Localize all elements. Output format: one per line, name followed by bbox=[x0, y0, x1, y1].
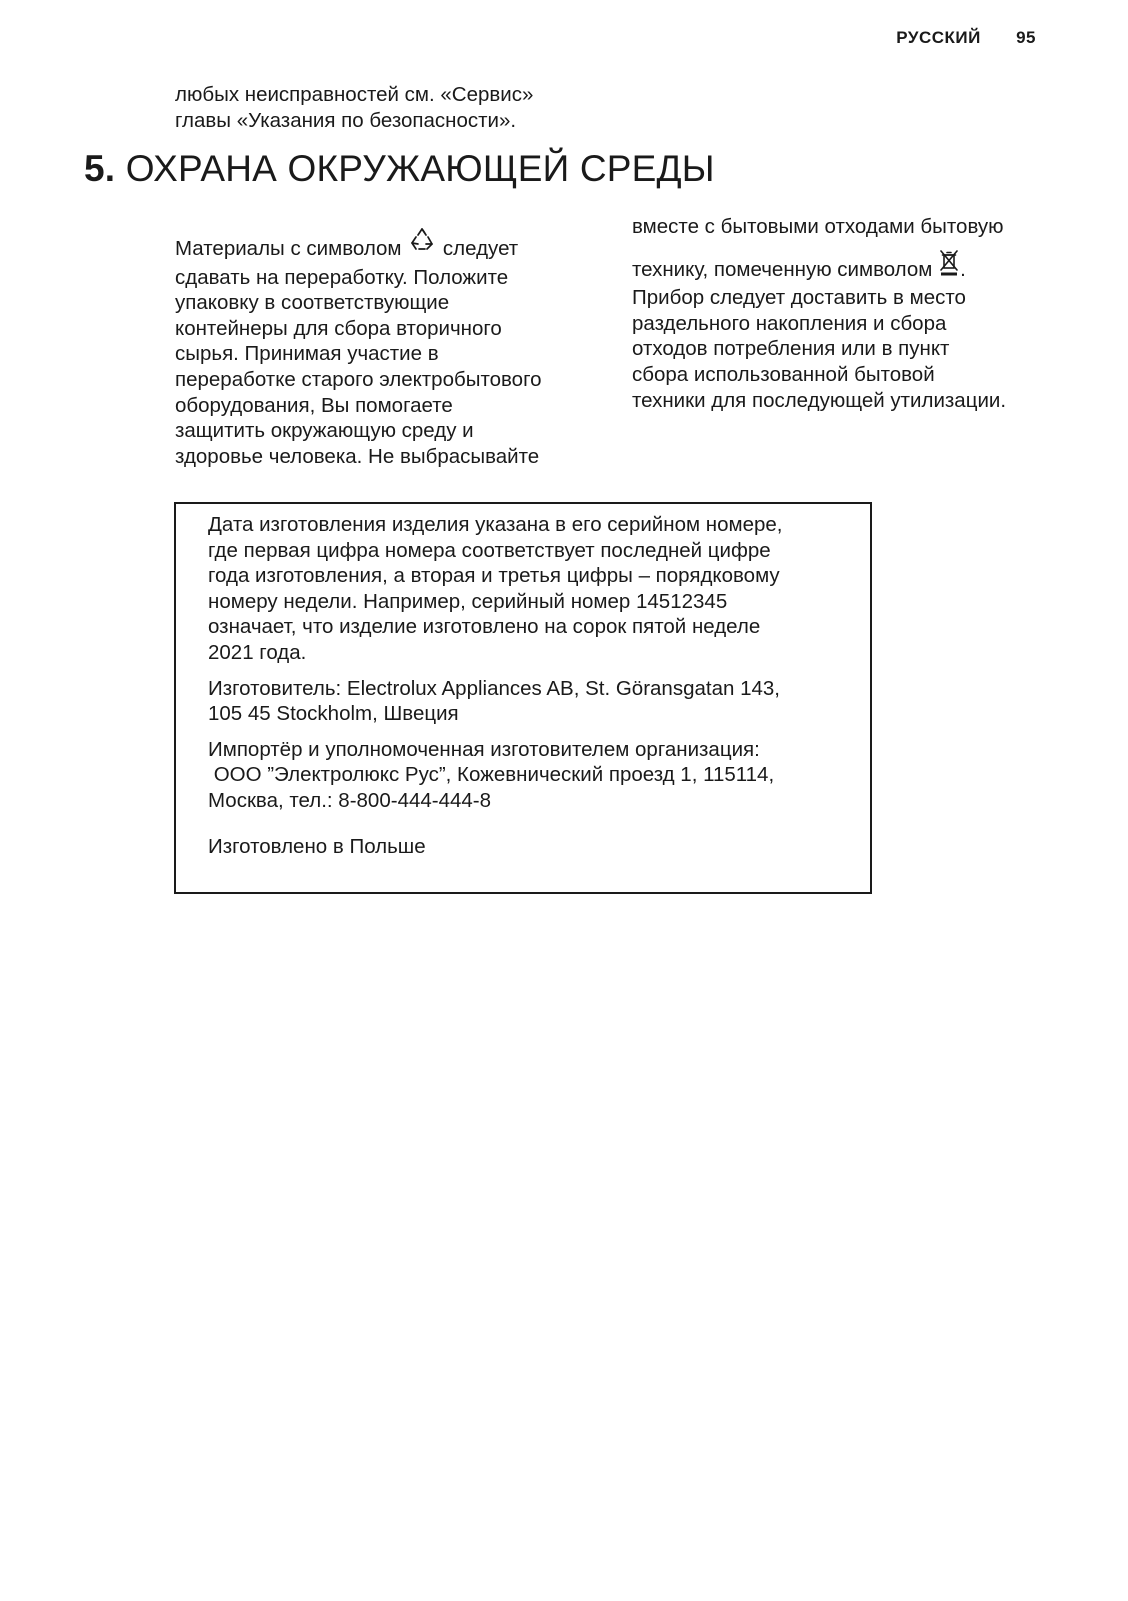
text-line: раздельного накопления и сбора bbox=[632, 311, 947, 335]
recycle-icon bbox=[407, 226, 437, 265]
text-line: ООО ”Электролюкс Рус”, Кожевнический проезд 1, 115114, bbox=[208, 763, 775, 787]
text-line: переработке старого электробытового bbox=[175, 367, 542, 391]
text-fragment: . bbox=[960, 257, 966, 281]
text-line: означает, что изделие изготовлено на сорок пятой неделе bbox=[208, 615, 761, 639]
text-line: оборудования, Вы помогаете bbox=[175, 393, 453, 417]
manufacture-date-paragraph bbox=[208, 512, 850, 666]
manufacturer-paragraph bbox=[208, 676, 850, 727]
text-line: Дата изготовления изделия указана в его серийном номере, bbox=[208, 513, 783, 536]
importer-paragraph bbox=[208, 737, 850, 814]
text-line: здоровье человека. Не выбрасывайте bbox=[175, 444, 540, 468]
continued-paragraph bbox=[175, 82, 635, 133]
section-number: 5. bbox=[84, 148, 116, 189]
text-line: отходов потребления или в пункт bbox=[632, 337, 950, 361]
text-line: номеру недели. Например, серийный номер 14512345 bbox=[208, 589, 728, 613]
text-line: сдавать на переработку. Положите bbox=[175, 265, 509, 289]
page-number: 95 bbox=[1016, 28, 1036, 47]
text-line: упаковку в соответствующие bbox=[175, 291, 450, 315]
text-line: где первая цифра номера соответствует последней цифре bbox=[208, 538, 771, 562]
text-fragment: следует bbox=[442, 237, 519, 260]
header-language: РУССКИЙ bbox=[896, 28, 981, 47]
text-line: Изготовитель: Electrolux Appliances AB, St. Göransgatan 143, bbox=[208, 676, 780, 700]
text-line bbox=[175, 226, 542, 265]
text-line: года изготовления, а вторая и третья цифры – порядковому bbox=[208, 564, 780, 588]
text-line: Изготовлено в Польше bbox=[208, 834, 426, 858]
continued-line: любых неисправностей см. «Сервис» bbox=[175, 83, 534, 106]
text-line: сырья. Принимая участие в bbox=[175, 342, 439, 366]
section-title: ОХРАНА ОКРУЖАЮЩЕЙ СРЕДЫ bbox=[125, 148, 715, 189]
text-line: Прибор следует доставить в место bbox=[632, 286, 966, 310]
text-line bbox=[632, 249, 1006, 286]
environment-left-column bbox=[175, 226, 542, 469]
text-line: защитить окружающую среду и bbox=[175, 419, 474, 443]
continued-line: главы «Указания по безопасности». bbox=[175, 108, 517, 132]
text-line: Импортёр и уполномоченная изготовителем организация: bbox=[208, 737, 760, 761]
text-line: Москва, тел.: 8-800-444-444-8 bbox=[208, 788, 492, 812]
running-header bbox=[896, 28, 1036, 48]
text-line: вместе с бытовыми отходами бытовую bbox=[632, 215, 1004, 238]
manufacturer-info-box bbox=[174, 502, 872, 894]
text-fragment: Материалы с символом bbox=[175, 237, 402, 260]
text-line: 105 45 Stockholm, Швеция bbox=[208, 702, 459, 726]
made-in-paragraph bbox=[208, 834, 850, 860]
crossed-out-bin-icon bbox=[938, 249, 960, 286]
text-line: техники для последующей утилизации. bbox=[632, 388, 1007, 412]
text-line: 2021 года. bbox=[208, 640, 307, 664]
text-line: контейнеры для сбора вторичного bbox=[175, 316, 502, 340]
text-line: сбора использованной бытовой bbox=[632, 362, 935, 386]
section-heading bbox=[84, 148, 715, 190]
text-fragment: технику, помеченную символом bbox=[632, 257, 933, 281]
environment-right-column bbox=[632, 214, 1006, 413]
